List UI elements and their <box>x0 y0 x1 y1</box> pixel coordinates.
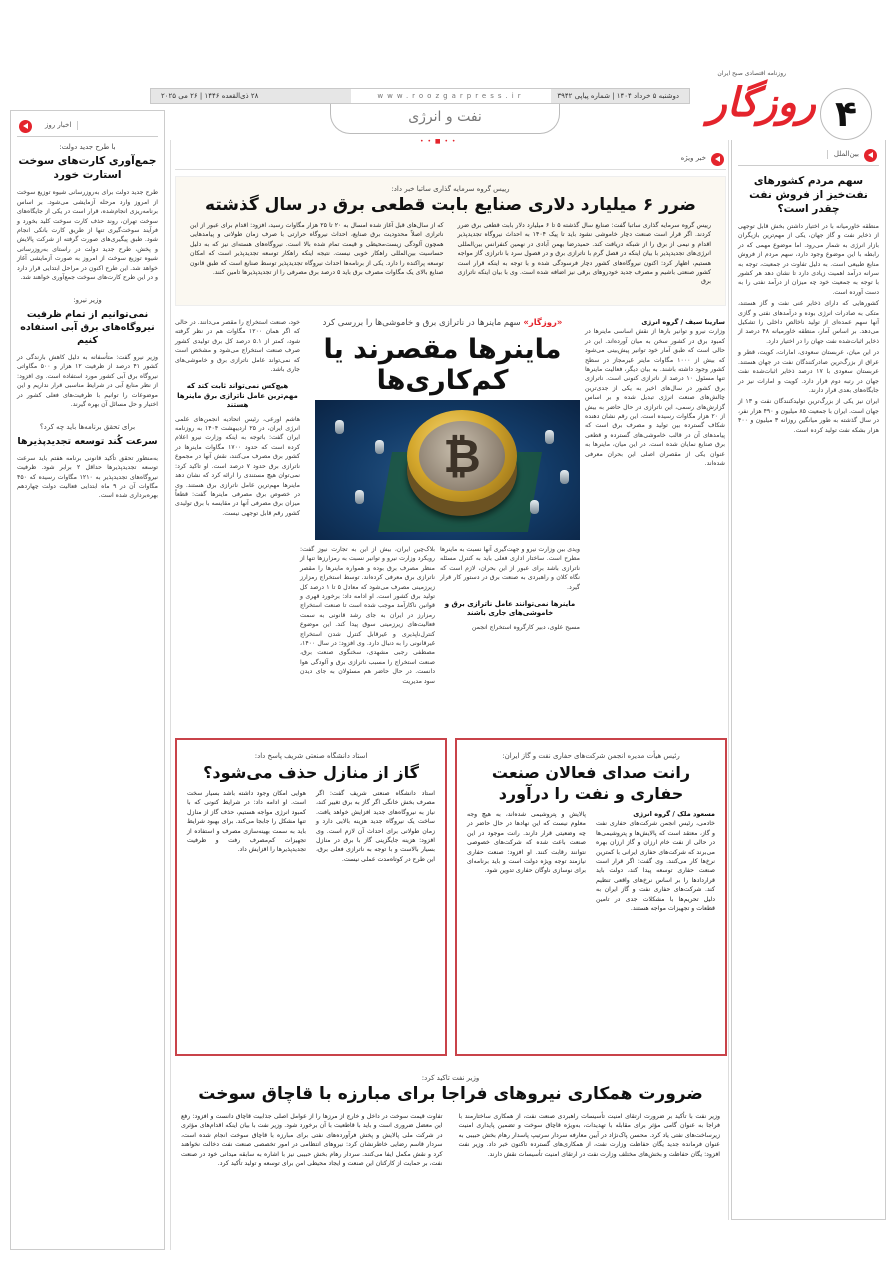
info-bar <box>150 88 690 104</box>
page-number: ۴ <box>820 88 872 140</box>
issue-info: دوشنبه ۵ خرداد ۱۴۰۴ | شماره پیاپی ۳۹۴۲ <box>557 92 679 100</box>
left-column-daily-news <box>10 110 165 1250</box>
banner-col-right: رییس گروه سرمایه گذاری ساتبا گفت: صنایع سال گذشته ۵ تا ۶ میلیارد دلار بابت قطعی برق ضرر کردند. اگر قرار است صنعت دچار خاموشی نشود باید تا پیک ۱۴۰۴ به احداث نیروگاه تجدیدپذیر اقدام و نیمی از برق را از شبکه دریافت کند. حمیدرضا بهمن آبادی در نهمین کنفرانس بین‌المللی انرژی‌های تجدیدپذیر با بیان اینکه در فصل گرم با ناترازی برق و در فصول سرد با ناترازی گاز مواجه هستیم، اظهار کرد: اکنون نیروگاه‌های کشور دچار فرسودگی شده و با توجه به اینکه قرار است کشور صنعتی باشیم و مصرف جدید خودروهای برقی نیز اضافه شده است. وی با بیان اینکه ناترازی برق <box>457 222 711 286</box>
banner-columns <box>190 221 711 287</box>
bitcoin-icon: ₿ <box>419 421 505 491</box>
boxed-story-drilling <box>455 738 727 1056</box>
feature-col-b-subhead: ماینرها نمی‌توانند عامل ناترازی برق و خاموشی‌های جاری باشند <box>444 600 576 618</box>
gas-col-right: استاد دانشگاه صنعتی شریف گفت: اگر مصرف بخش خانگی اگر گاز به برق تغییر کند، نیاز به نیروگاه‌های جدید افزایش خواهد یافت. ساخت یک نیروگاه جدید هزینه بالایی دارد و زمان طولانی برای احداث آن لازم است. وی افزود: هزینه جایگزینی گاز با برق در منازل بسیار بالاست و با توجه به ناترازی فعلی برق، این طرح در کوتاه‌مدت عملی نیست. <box>316 790 435 863</box>
left-story3-body: به‌منظور تحقق تأکید قانونی برنامه هفتم باید سرعت توسعه تجدیدپذیرها حداقل ۲ برابر شود. ظرفیت نیروگاه‌های تجدیدپذیر به ۱۲۱۰ مگاوات رسیده که ۴۵۰ مگاوات آن در ۹ ماه ابتدایی فعالیت دولت چهاردهم بهره‌برداری شده است. <box>17 454 158 500</box>
right-tab-header <box>738 146 879 166</box>
bottom-col-left: تفاوت قیمت سوخت در داخل و خارج از مرزها را از عوامل اصلی جذابیت قاچاق دانست و افزود: رفع این معضل ضروری است و باید با قاطعیت با آن برخورد شود. وزیر نفت با بیان اینکه اقدام‌های مؤثری در شرکت ملی پالایش و پخش فرآورده‌های نفتی برای مبارزه با قاچاق سوخت انجام شده است، سردار قاسم رضایی خاطرنشان کرد: نیروهای انتظامی در امور تخصصی صنعت نفت دخالت نخواهند کرد و نقش مکمل ایفا می‌کنند. سردار رهام بخش حبیبی نیز با اشاره به سابقه میدانی خود در صنعت نفت، بر حمایت از کارکنان این صنعت و ایجاد محیطی امن برای توسعه و تولید تأکید کرد. <box>181 1113 443 1168</box>
newspaper-logo[interactable]: روزگار <box>707 80 816 126</box>
drilling-byline: مسعود ملک / گروه انرژی <box>633 810 715 818</box>
left-story2-kicker: وزیر نیرو: <box>73 296 102 305</box>
left-story3-headline[interactable]: سرعت کُند توسعه تجدیدپذیرها <box>17 435 158 447</box>
feature-col-c-text: بلاک‌چین ایران، بیش از این به تجارت نیوز گفت: رویکرد وزارت نیرو و توانیر نسبت به رمزارزها تنها از منظر مصرف برق بوده و همواره ماینرها را مقصر ناترازی برق معرفی کرده‌اند. توسط استخراج رمزارز زیرزمینی مصرف می‌شود که معادل ۵ تا ۱ درصد کل تولید برق کشور است. او ادامه داد: برخورد قهری و قوانین ناکارآمد موجب شده است تا صنعت استخراج رمزارز در ایران به جای رشد قانونی به سمت فعالیت‌های زیرزمینی سوق پیدا کند. این موضوع کنترل‌ناپذیری و غیرقابل کنترل شدن استخراج غیرقانونی را به دنبال دارد. وی افزود: در سال ۱۴۰۰، مصطفی رجبی مشهدی، سخنگوی صنعت برق، صنعت استخراج را مسبب ناترازی برق و آلودگی هوا دانست. در حال حاضر هم مسئولان به جای دیدن سود مدیریت <box>300 546 436 685</box>
red-arrow-icon <box>711 153 724 166</box>
feature-col-d-subhead: هیچ‌کس نمی‌تواند ثابت کند که مهم‌ترین عامل ناترازی برق ماینرها هستند <box>177 382 298 410</box>
bottom-col-right: وزیر نفت با تأکید بر ضرورت ارتقای امنیت تأسیسات راهبردی صنعت نفت، از همکاری ساختارمند با فراجا به عنوان گامی مؤثر برای مقابله با تهدیدات، به‌ویژه قاچاق سوخت و تضمین پایداری امنیت زیرساخت‌های نفتی یاد کرد. محسن پاک‌نژاد در آیین معارفه سردار سرتیپ پاسدار رهام بخش حبیبی به عنوان فرمانده جدید یگان حفاظت وزارت نفت، از همکاری‌های گسترده تاکنون خبر داد. وزیر نفت افزود: یگان حفاظت و بخش‌های مختلف وزارت نفت در ارتقای امنیت تأسیسات نقش دارند. <box>458 1113 720 1158</box>
tab-label-special-news[interactable]: خبر ویژه <box>680 154 706 162</box>
drilling-kicker: رئیس هیأت مدیره انجمن شرکت‌های حفاری نفت و گاز ایران: <box>502 752 680 760</box>
banner-headline[interactable]: ضرر ۶ میلیارد دلاری صنایع بابت قطعی برق در سال گذشته <box>205 195 696 215</box>
right-body-p2: کشورهایی که دارای ذخایر غنی نفت و گاز هستند، متکی به صادرات انرژی بوده و درآمدهای نفتی و گازی آنها سهم عمده‌ای از تولید ناخالص داخلی را تشکیل می‌دهد. بر اساس آمار، منطقه خاورمیانه ۴۸ درصد از ذخایر اثبات‌شده نفت جهان را در اختیار دارد. <box>738 300 879 345</box>
right-body-p3: در این میان، عربستان سعودی، امارات، کویت، قطر و عراق از بزرگ‌ترین صادرکنندگان نفت در جهان هستند. عربستان سعودی با ۱۷ درصد ذخایر اثبات‌شده نفت جهان در رتبه دوم قرار دارد. کویت و امارات نیز در جایگاه‌های بعدی قرار دارند. <box>738 349 879 394</box>
special-news-tab <box>175 150 726 170</box>
red-arrow-icon <box>19 120 32 133</box>
right-headline[interactable]: سهم مردم کشورهای نفت‌خیز از فروش نفت چقدر است؟ <box>749 175 868 215</box>
gas-col-left: هوایی امکان وجود داشته باشد بسیار سخت است. او ادامه داد: در شرایط کنونی که با کمبود انرژی مواجه هستیم، حذف گاز از منازل تنها مشکل را جابجا می‌کند. برای بهبود شرایط باید به سمت بهینه‌سازی مصرف و استفاده از تجهیزات کم‌مصرف رفت و ظرفیت تجدیدپذیرها را افزایش داد. <box>187 790 306 854</box>
column-divider <box>728 140 729 1220</box>
feature-byline: سارینا سیف / گروه انرژی <box>641 318 725 326</box>
drilling-columns <box>467 810 715 913</box>
capacitor-icon <box>355 490 364 504</box>
left-story2-body: وزیر نیرو گفت: متأسفانه به دلیل کاهش بارندگی در کشور ۴۱ درصد از ظرفیت ۱۲ هزار و ۵۰۰ مگاواتی نیروگاه برق آبی کشور مورد استفاده است. وی افزود: از نظر منابع آبی در شرایط مناسبی قرار نداریم و این موضوعات را توانیم با ظرفیت‌های فعلی کشور در اختیار و حل مسائل آن بهره گیرند. <box>17 353 159 408</box>
boxed-story-gas <box>175 738 447 1056</box>
right-body-p1: منطقه خاورمیانه با در اختیار داشتن بخش قابل توجهی از ذخایر نفت و گاز جهان، یکی از مهم‌ترین بازیگران بازار انرژی به شمار می‌رود. اما موضوع مهمی که در رابطه با این موضوع وجود دارد، سهم مردم از فروش منابع طبیعی است. به دلیل تفاوت در جمعیت، توجه به سرانه درآمد اهمیت زیادی دارد تا نشان دهد هر کشور با توجه به جمعیت خود چه میزان از درآمد نفتی را به دست آورده است. <box>738 223 879 296</box>
website-link[interactable]: www.roozgarpress.ir <box>351 89 551 103</box>
bottom-headline[interactable]: ضرورت همکاری نیروهای فراجا برای مبارزه با قاچاق سوخت <box>198 1084 703 1104</box>
feature-kicker-brand: «روزگار» <box>523 318 563 328</box>
bottom-kicker: وزیر نفت تاکید کرد: <box>421 1074 480 1082</box>
left-story1-headline[interactable]: جمع‌آوری کارت‌های سوخت استارت خورد <box>18 155 157 182</box>
feature-col-a-text: وزارت نیرو و توانیر بارها از نقش اساسی ماینرها در کمبود برق در کشور سخن به میان آورده‌اند. این در حالی است که طبق آمار خود توانیر پیش‌بینی می‌شود که بیش از ۱۰۰۰ مگاوات ماینر غیرمجاز در سطح کشور وجود داشته باشند. به بیان دیگر، فعالیت ماینرها تنها مسئول ۱۰ درصد از ناترازی کنونی است. ناترازی برق کشور در سال‌های اخیر به یکی از جدی‌ترین چالش‌های صنعت انرژی تبدیل شده و بر اساس گزارش‌های رسمی، این ناترازی در حال حاضر به بیش از ۲۰ هزار مگاوات رسیده است. این رقم نشان دهنده شکاف گسترده بین تولید و مصرف برق است که پیامدهای آن در قالب خاموشی‌های گسترده و قطعی برق صنایع نمایان شده است. در این میان، ماینرها به عنوان یکی از مقصران اصلی این بحران معرفی شده‌اند. <box>585 328 725 468</box>
drilling-col-right <box>596 810 715 913</box>
feature-col-d-text: خود، صنعت استخراج را مقصر می‌دانند. در حالی که اگر همان ۱۲۰۰ مگاوات هم در نظر گرفته شود، کمتر از ۵.۱ درصد کل برق تولیدی کشور صرف صنعت استخراج می‌شود و مشخص است که نمی‌تواند عامل ناترازی برق و خاموشی‌های جاری باشد. <box>175 319 301 374</box>
bottom-story-fuel-smuggling <box>175 1068 726 1248</box>
drilling-col-right-text: خادمی، رئیس انجمن شرکت‌های حفاری نفت و گاز، معتقد است که پالایش‌ها و پتروشیمی‌ها در حالی از نفت خام ارزان و گاز ارزان بهره می‌برند که شرکت‌های حفاری ایرانی با کمترین نرخ‌ها کار می‌کنند. وی گفت: اگر قرار است صنعت حفاری توسعه پیدا کند، دولت باید قراردادها را بر اساس نرخ‌های واقعی تنظیم کند. شرکت‌های حفاری نفت و گاز ایران به دلیل تحریم‌ها با مشکلات جدی در تامین قطعات و تجهیزات مواجه هستند. <box>596 820 715 913</box>
column-divider <box>170 140 171 1250</box>
bitcoin-coin <box>407 410 517 502</box>
drilling-col-left: پالایش و پتروشیمی شده‌اند، به هیچ وجه معلوم نیست که این نهادها در حال حاضر در چه وضعیتی قرار دارند. رانت موجود در این صنعت باعث شده که شرکت‌های خصوصی نتوانند رقابت کنند. او افزود: صنعت حفاری نیازمند توجه ویژه دولت است و باید برنامه‌ای برای نوسازی ناوگان حفاری تدوین شود. <box>467 811 586 875</box>
feature-column-b <box>440 545 580 725</box>
red-arrow-icon <box>864 149 877 162</box>
tab-label-international[interactable]: بین‌الملل <box>827 150 859 159</box>
left-story3-kicker: برای تحقق برنامه‌ها باید چه کرد؟ <box>39 423 136 432</box>
feature-col-b-tail: مسیح علوی، دبیر کارگروه استخراج انجمن <box>471 623 580 631</box>
capacitor-icon <box>375 440 384 454</box>
left-story1-kicker: با طرح جدید دولت: <box>59 143 116 151</box>
right-column-international <box>731 140 886 1220</box>
right-body-p4: ایران نیز یکی از بزرگ‌ترین تولیدکنندگان نفت و ۱۳ از جهان است. ایران با جمعیت ۸۵ میلیون و ۴۹۰ هزار نفر، در سال گذشته به طور میانگین روزانه ۳ میلیون و ۴۰۰ هزار بشکه نفت تولید کرده است. <box>738 398 879 434</box>
capacitor-icon <box>530 500 539 514</box>
banner-kicker: رییس گروه سرمایه گذاری ساتبا خبر داد: <box>391 185 510 193</box>
drilling-headline[interactable]: رانت صدای فعالان صنعت حفاری و نفت را درآورد <box>491 763 691 803</box>
feature-column-c <box>300 545 435 725</box>
feature-column-d <box>175 318 300 728</box>
gas-kicker: استاد دانشگاه صنعتی شریف پاسخ داد: <box>254 752 368 760</box>
left-story1-body: طرح جدید دولت برای به‌روزرسانی شیوه توزیع سوخت از امروز وارد مرحله آزمایشی می‌شود. بر اساس برنامه‌ریزی انجام‌شده، قرار است در یکی از جایگاه‌های سوخت تهران، روند حذف کارت سوخت کلید بخورد و فرآیند سوخت‌گیری تنها از طریق کارت بانکی انجام شود. طبق پیگیری‌های صورت گرفته از شرکت پالایش و پخش، طرح جدید دولت در راستای به‌روزرسانی شیوه توزیع سوخت از امروز به صورت آزمایشی آغاز خواهد شد. این طرح اکنون در مراحل ابتدایی قرار دارد و در این طرح کارت‌های سوخت جمع‌آوری خواهند شد. <box>17 189 158 282</box>
tab-label-daily-news[interactable]: اخبار روز <box>39 121 78 130</box>
capacitor-icon <box>560 470 569 484</box>
left-tab-header <box>17 117 158 137</box>
feature-col-d-tail: هاشم اورعی، رئیس اتحادیه انجمن‌های علمی انرژی ایران، در ۲۵ اردیبهشت ۱۴۰۴ به روزنامه ایران گفت: باتوجه به اینکه وزارت نیرو اعلام کرده است که حدود ۱۷۰۰ مگاوات ماینرها در کشور برق مصرف می‌کنند، نقش آنها در مجموع ناترازی برق حدود ۷ درصد است. او تاکید کرد: نمی‌توان هیچ مستندی را ارائه کرد که نشان دهد ماینرها مهم‌ترین عامل ناترازی برق هستند. وی در خصوص برق مصرفی ماینرها گفت: قطعاً میزان برق مصرفی آنها در مقایسه با برق تولیدی کشور رقم قابل توجهی نیست. <box>175 415 300 517</box>
banner-col-left: که از سال‌های قبل آغاز شده امسال به ۲۰ تا ۲۵ هزار مگاوات رسید، افزود: اقدام برای عبور از این ناترازی اصلاً محدودیت برق صنایع، احداث نیروگاه حرارتی با صرف زمان طولانی و پیامدهایی همچون آلودگی زیست‌محیطی و قیمت تمام شده بالا است. نیروگاه‌های هسته‌ای نیز که به دلیل حساسیت بین‌المللی راهکار خوبی نیست. نتیجه اینکه راهکار توسعه تجدیدپذیر است که امکان توسعه پراکنده را دارد. یکی از برنامه‌ها احداث نیروگاه تجدیدپذیر توسط صنایع است که طبق قانون صنایع بالای یک مگاوات مصرف برق باید ۵ درصد برق مصرفی را از تجدیدپذیرها تامین کنند. <box>190 222 444 277</box>
section-title: نفت و انرژی <box>330 104 560 134</box>
feature-kicker-text: سهم ماینرها در ناترازی برق و خاموشی‌ها را بررسی کرد <box>322 318 524 328</box>
capacitor-icon <box>545 430 554 444</box>
feature-headline[interactable]: ماینرها مقصرند یا کم‌کاری‌ها <box>323 334 562 396</box>
capacitor-icon <box>335 420 344 434</box>
feature-image-bitcoin <box>315 400 580 540</box>
feature-kicker <box>305 318 580 328</box>
decorative-dots: • • ■ • • <box>420 138 457 145</box>
feature-col-b-text: ویدی بین وزارت نیرو و جهت‌گیری آنها نسبت به ماینرها مطرح است. ساختار اداری فعلی باید به کنترل مسئله ناترازی باشد برای عبور از این بحران، لازم است که نگاه کلان و راهبردی به صنعت برق در دستور کار قرار گیرد. <box>440 546 580 591</box>
bottom-columns <box>181 1112 720 1168</box>
gas-headline[interactable]: گاز از منازل حذف می‌شود؟ <box>203 763 419 782</box>
feature-column-a <box>585 318 725 718</box>
logo-tagline: روزنامه اقتصادی صبح ایران <box>717 70 786 77</box>
gas-columns <box>187 789 435 864</box>
hijri-gregorian-date: ۲۸ ذی‌القعده ۱۴۴۶ | ۲۶ می ۲۰۲۵ <box>161 92 259 100</box>
left-story2-headline[interactable]: نمی‌توانیم از تمام ظرفیت نیروگاه‌های برق آبی استفاده کنیم <box>20 308 155 346</box>
top-banner-story <box>175 176 726 306</box>
